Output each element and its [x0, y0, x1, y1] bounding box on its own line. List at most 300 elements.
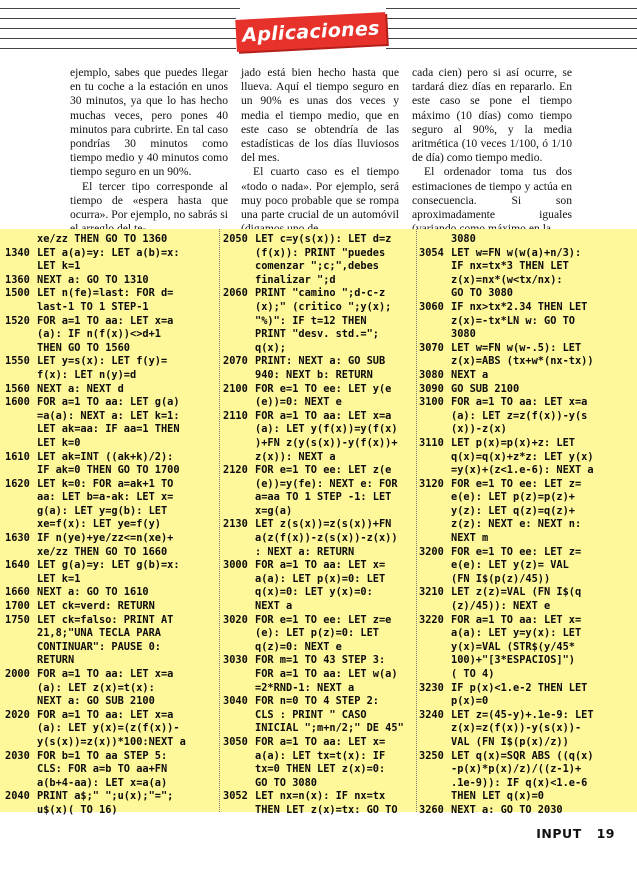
code-line	[223, 750, 437, 764]
code-text: 21,8;"UNA TECLA PARA	[37, 627, 161, 640]
code-text: (a): LET y(f(x))=y(f(x)	[255, 423, 398, 436]
line-number: 3050	[223, 735, 248, 748]
code-line	[223, 709, 437, 723]
line-number: 1360	[5, 273, 30, 286]
line-number	[223, 369, 255, 383]
line-number	[419, 491, 451, 505]
line-number	[419, 695, 451, 709]
magazine-name: INPUT	[536, 826, 582, 841]
code-line	[419, 478, 633, 492]
line-number	[5, 641, 37, 655]
line-number	[223, 274, 255, 288]
line-number	[419, 559, 451, 573]
code-line	[5, 247, 219, 261]
header-rule	[0, 8, 240, 9]
code-text: q(x)=q(x)+z*z: LET y(x)	[451, 450, 594, 463]
code-line	[419, 342, 633, 356]
code-line	[419, 573, 633, 587]
code-line	[223, 301, 437, 315]
code-line	[419, 750, 633, 764]
code-line	[223, 396, 437, 410]
header-rule	[386, 18, 637, 19]
code-text: a(a): LET y=y(x): LET	[451, 627, 582, 640]
line-number: 2040	[5, 790, 30, 803]
code-line	[223, 410, 437, 424]
line-number	[419, 423, 451, 437]
code-line	[5, 532, 219, 546]
line-number: 3260	[419, 803, 444, 816]
line-number	[419, 274, 451, 288]
code-line	[223, 804, 437, 818]
code-text: y(s(x))=z(x))*100:NEXT a	[37, 735, 186, 748]
line-number	[223, 777, 255, 791]
line-number: 3210	[419, 586, 444, 599]
code-line	[419, 369, 633, 383]
line-number	[419, 518, 451, 532]
prose-column-3	[412, 66, 572, 226]
code-line	[419, 695, 633, 709]
code-text: PRINT: NEXT a: GO SUB	[255, 355, 386, 368]
code-line	[419, 614, 633, 628]
code-text: z(x)=-tx*LN w: GO TO	[451, 314, 575, 327]
code-line	[419, 247, 633, 261]
code-text: (e))=0: NEXT e	[255, 396, 342, 409]
code-text: xe=f(x): LET ye=f(y)	[37, 518, 161, 531]
code-line	[223, 600, 437, 614]
line-number	[223, 342, 255, 356]
code-text: LET y=s(x): LET f(y)=	[37, 355, 168, 368]
code-line	[5, 464, 219, 478]
prose-column-1	[70, 66, 228, 226]
code-line	[5, 586, 219, 600]
code-text: =2*RND-1: NEXT a	[255, 681, 355, 694]
code-line	[5, 369, 219, 383]
code-text: LET a(a)=y: LET a(b)=x:	[37, 246, 180, 259]
code-line	[223, 695, 437, 709]
code-text: (z)/45)): NEXT e	[451, 600, 551, 613]
line-number	[223, 532, 255, 546]
code-line	[223, 274, 437, 288]
code-line	[223, 491, 437, 505]
code-text: (e))=y(fe): NEXT e: FOR	[255, 477, 398, 490]
line-number: 1640	[5, 559, 30, 572]
code-line	[223, 233, 437, 247]
header-rule	[0, 48, 236, 49]
paragraph: cada cien) pero si así ocurre, se tardará diez días en repararlo. En este caso se pone el tiempo máximo (10 días) como tiempo seguro al 90%, y la media aritmética (10 veces 1/100, ó 1/10 de día) como tiempo medio.	[412, 66, 572, 165]
code-line	[419, 559, 633, 573]
line-number: 1750	[5, 613, 30, 626]
code-line	[223, 505, 437, 519]
code-text: (FN I$(p(z)/45))	[451, 572, 551, 585]
code-line	[5, 695, 219, 709]
code-line	[223, 546, 437, 560]
line-number	[223, 600, 255, 614]
code-line	[223, 464, 437, 478]
code-text: z(z): NEXT e: NEXT n:	[451, 518, 582, 531]
code-line	[5, 437, 219, 451]
line-number	[223, 804, 255, 818]
code-line	[419, 274, 633, 288]
code-line	[5, 559, 219, 573]
code-text: CLS : PRINT " CASO	[255, 708, 367, 721]
code-line	[223, 777, 437, 791]
code-text: a(b+4-aa): LET x=a(a)	[37, 776, 168, 789]
code-line	[5, 491, 219, 505]
code-line	[223, 247, 437, 261]
code-text: e(e): LET y(z)= VAL	[451, 559, 569, 572]
code-line	[5, 342, 219, 356]
code-text: LET ck=verd: RETURN	[37, 600, 155, 613]
line-number	[5, 763, 37, 777]
code-text: LET k=0	[37, 436, 81, 449]
code-line	[5, 355, 219, 369]
code-line	[419, 233, 633, 247]
code-line	[5, 505, 219, 519]
code-text: IF nx>tx*2.34 THEN LET	[451, 300, 588, 313]
line-number: 1660	[5, 586, 30, 599]
line-number	[419, 763, 451, 777]
code-line	[223, 641, 437, 655]
line-number: 3120	[419, 477, 444, 490]
code-line	[419, 383, 633, 397]
line-number	[223, 709, 255, 723]
code-text: VAL (FN I$(p(x)/z))	[451, 735, 569, 748]
code-text: LET z=(45-y)+.1e-9: LET	[451, 708, 594, 721]
line-number	[5, 328, 37, 342]
code-text: RETURN	[37, 654, 75, 667]
code-line	[419, 641, 633, 655]
line-number	[223, 750, 255, 764]
code-line	[223, 668, 437, 682]
code-line	[223, 355, 437, 369]
code-text: (a): LET z=z(f(x))-y(s	[451, 409, 588, 422]
line-number	[5, 342, 37, 356]
code-text: GO TO 3080	[255, 776, 317, 789]
code-line	[5, 709, 219, 723]
code-text: z(x)=z(f(x))-y(s(x))-	[451, 722, 582, 735]
code-text: PRINT "desv. std.=";	[255, 328, 379, 341]
code-text: FOR m=1 TO 43 STEP 3:	[255, 654, 386, 667]
code-line	[223, 559, 437, 573]
header-rule	[0, 18, 236, 19]
code-text: FOR a=1 TO aa: LET x=a	[37, 708, 174, 721]
code-line	[5, 750, 219, 764]
code-line	[419, 627, 633, 641]
line-number: 3230	[419, 681, 444, 694]
code-text: LET ak=INT ((ak+k)/2):	[37, 450, 174, 463]
code-text: NEXT a	[255, 600, 293, 613]
line-number	[223, 247, 255, 261]
line-number	[5, 505, 37, 519]
code-text: PRINT a$;" ";u(x);"=";	[37, 790, 174, 803]
code-text: FOR a=1 TO aa: LET x=a	[37, 668, 174, 680]
code-line	[223, 614, 437, 628]
code-line	[223, 736, 437, 750]
code-text: (a): LET y(x)=(z(f(x))-	[37, 722, 180, 735]
line-number: 3220	[419, 613, 444, 626]
code-text: FOR a=1 TO aa: LET x=a	[255, 409, 392, 422]
line-number	[419, 410, 451, 424]
line-number: 1610	[5, 450, 30, 463]
code-text: LET k=0: FOR a=ak+1 TO	[37, 477, 174, 490]
code-text: a=aa TO 1 STEP -1: LET	[255, 491, 392, 504]
code-line	[419, 777, 633, 791]
code-text: FOR a=1 TO aa: LET x=	[255, 735, 386, 748]
line-number	[419, 790, 451, 804]
line-number	[223, 451, 255, 465]
line-number	[5, 804, 37, 818]
line-number: 3070	[419, 341, 444, 354]
code-text: FOR n=0 TO 4 STEP 2:	[255, 695, 379, 708]
line-number	[419, 315, 451, 329]
line-number: 3100	[419, 396, 444, 409]
code-text: 3080	[451, 328, 476, 341]
code-text: aa: LET b=a-ak: LET x=	[37, 491, 174, 504]
code-text: y(x)=VAL (STR$(y/45*	[451, 640, 575, 653]
line-number: 3240	[419, 708, 444, 721]
code-line	[5, 546, 219, 560]
code-line	[5, 641, 219, 655]
line-number: 1500	[5, 287, 30, 300]
line-number	[419, 260, 451, 274]
line-number	[5, 301, 37, 315]
code-line	[419, 518, 633, 532]
line-number	[419, 641, 451, 655]
line-number	[5, 260, 37, 274]
line-number	[223, 505, 255, 519]
code-line	[5, 328, 219, 342]
line-number: 3250	[419, 749, 444, 762]
code-text: THEN LET q(x)=0	[451, 790, 544, 803]
code-text: NEXT a: NEXT d	[37, 382, 124, 395]
code-line	[223, 478, 437, 492]
code-text: q(z)=0: NEXT e	[255, 640, 342, 653]
line-number	[5, 654, 37, 668]
code-line	[5, 627, 219, 641]
code-text: IF p(x)<1.e-2 THEN LET	[451, 681, 588, 694]
line-number	[419, 600, 451, 614]
code-text: FOR a=1 TO aa: LET x=	[451, 613, 582, 626]
line-number	[223, 491, 255, 505]
code-line	[5, 682, 219, 696]
line-number: 2060	[223, 287, 248, 300]
code-line	[5, 383, 219, 397]
code-text: IF nx=tx*3 THEN LET	[451, 260, 569, 273]
line-number: 3020	[223, 613, 248, 626]
code-line	[419, 532, 633, 546]
header-rule	[386, 38, 637, 39]
code-line	[5, 668, 219, 682]
code-text: q(x);	[255, 341, 286, 354]
code-text: u$(x)( TO 16)	[37, 803, 118, 816]
line-number: 2120	[223, 464, 248, 477]
code-text: FOR e=1 TO ee: LET z=	[451, 545, 582, 558]
code-line	[419, 315, 633, 329]
code-line	[5, 614, 219, 628]
code-line	[5, 573, 219, 587]
line-number: 3000	[223, 559, 248, 572]
line-number: 3060	[419, 300, 444, 313]
page-number: 19	[596, 826, 615, 841]
line-number	[5, 369, 37, 383]
code-text: )+FN z(y(s(x))-y(f(x))+	[255, 436, 398, 449]
code-text: THEN LET z(x)=tx: GO TO	[255, 803, 398, 816]
code-line	[419, 505, 633, 519]
line-number	[5, 518, 37, 532]
code-line	[5, 478, 219, 492]
code-line	[419, 260, 633, 274]
code-text: FOR a=1 TO aa: LET g(a)	[37, 396, 180, 409]
code-text: last-1 TO 1 STEP-1	[37, 300, 149, 313]
line-number	[5, 423, 37, 437]
code-text: 100)+"[3*ESPACIOS]")	[451, 654, 575, 667]
code-text: p(x)=0	[451, 695, 489, 708]
code-line	[223, 586, 437, 600]
code-text: xe/zz THEN GO TO 1360	[37, 233, 168, 245]
code-line	[419, 600, 633, 614]
line-number	[419, 355, 451, 369]
line-number	[223, 722, 255, 736]
line-number	[419, 287, 451, 301]
line-number	[223, 301, 255, 315]
code-line	[5, 777, 219, 791]
code-text: z(x)=nx*(w<tx/nx):	[451, 273, 563, 286]
code-line	[419, 586, 633, 600]
line-number: 2020	[5, 708, 30, 721]
code-line	[5, 233, 219, 247]
code-text: f(x): LET n(y)=d	[37, 368, 137, 381]
code-line	[5, 274, 219, 288]
code-line	[419, 423, 633, 437]
line-number	[223, 641, 255, 655]
line-number: 3200	[419, 545, 444, 558]
line-number	[5, 491, 37, 505]
line-number: 2050	[223, 233, 248, 245]
code-text: GO SUB 2100	[451, 382, 520, 395]
code-line	[5, 260, 219, 274]
code-line	[223, 763, 437, 777]
code-text: LET w=FN w(w-.5): LET	[451, 341, 582, 354]
code-line	[419, 763, 633, 777]
line-number	[419, 464, 451, 478]
line-number	[419, 233, 451, 247]
code-text: THEN GO TO 1560	[37, 341, 130, 354]
code-text: FOR e=1 TO ee: LET y(e	[255, 382, 392, 395]
code-text: a(a): LET p(x)=0: LET	[255, 572, 386, 585]
line-number: 3054	[419, 246, 444, 259]
line-number	[223, 573, 255, 587]
code-text: (a): LET z(x)=t(x):	[37, 681, 155, 694]
code-text: FOR b=1 TO aa STEP 5:	[37, 749, 168, 762]
line-number	[223, 478, 255, 492]
line-number: 3080	[419, 368, 444, 381]
code-line	[223, 532, 437, 546]
code-text: NEXT a: GO TO 1310	[37, 273, 149, 286]
code-text: y(z): LET q(z)=q(z)+	[451, 504, 575, 517]
line-number	[223, 437, 255, 451]
code-text: FOR e=1 TO ee: LET z=	[451, 477, 582, 490]
paragraph: ejemplo, sabes que puedes llegar en tu coche a la estación en unos 30 minutos, ya que lo has hecho muchas veces, pero pones 40 minutos para cubrirte. En tal caso pondrías 30 minutos como tiempo medio y 40 minutos como tiempo seguro en un 90%.	[70, 66, 228, 179]
paragraph: jado está bien hecho hasta que llueva. Aquí el tiempo seguro en un 90% es unas dos veces y media el tiempo medio, que en este caso se obtendría de las estadísticas de los días lluviosos del mes.	[241, 66, 399, 165]
code-text: : NEXT a: RETURN	[255, 545, 355, 558]
code-line	[419, 654, 633, 668]
code-text: (e): LET p(z)=0: LET	[255, 627, 379, 640]
line-number: 3040	[223, 695, 248, 708]
prose-column-2	[241, 66, 399, 226]
code-text: .1e-9)): IF q(x)<1.e-6	[451, 776, 588, 789]
code-text: NEXT a: GO TO 1610	[37, 586, 149, 599]
code-text: GO TO 3080	[451, 287, 513, 300]
code-text: xe/zz THEN GO TO 1660	[37, 545, 168, 558]
line-number: 1630	[5, 532, 30, 545]
line-number	[419, 668, 451, 682]
code-line	[223, 423, 437, 437]
line-number	[5, 627, 37, 641]
code-line	[419, 287, 633, 301]
code-line	[5, 790, 219, 804]
line-number: 3052	[223, 790, 248, 803]
code-line	[419, 328, 633, 342]
code-text: =y(x)+(z<1.e-6): NEXT a	[451, 464, 594, 477]
code-text: "%)": IF t=12 THEN	[255, 314, 367, 327]
code-line	[5, 301, 219, 315]
code-line	[419, 301, 633, 315]
code-line	[5, 287, 219, 301]
line-number	[5, 682, 37, 696]
code-text: LET w=FN w(w(a)+n/3):	[451, 246, 582, 259]
code-line	[419, 491, 633, 505]
code-line	[419, 396, 633, 410]
line-number	[223, 668, 255, 682]
header-rule	[0, 38, 236, 39]
code-text: IF ak=0 THEN GO TO 1700	[37, 464, 180, 477]
code-text: finalizar ";d	[255, 273, 336, 286]
line-number	[5, 695, 37, 709]
line-number: 1700	[5, 600, 30, 613]
line-number	[223, 315, 255, 329]
code-text: =a(a): NEXT a: LET k=1:	[37, 409, 180, 422]
code-text: (x);" (critico ";y(x);	[255, 300, 392, 313]
line-number	[5, 410, 37, 424]
code-line	[223, 369, 437, 383]
code-line	[5, 518, 219, 532]
line-number	[419, 736, 451, 750]
code-text: FOR a=1 TO aa: LET x=a	[37, 314, 174, 327]
code-text: FOR e=1 TO ee: LET z=e	[255, 613, 392, 626]
line-number	[223, 546, 255, 560]
code-text: LET k=1	[37, 572, 81, 585]
code-text: FOR e=1 TO ee: LET z(e	[255, 464, 392, 477]
line-number	[5, 722, 37, 736]
code-line	[223, 383, 437, 397]
code-line	[5, 736, 219, 750]
code-text: IF n(ye)+ye/zz<=n(xe)+	[37, 532, 174, 545]
code-text: INICIAL ";m+n/2;" DE 45"	[255, 722, 404, 735]
code-text: g(a): LET y=g(b): LET	[37, 504, 168, 517]
code-text: comenzar ";c;",debes	[255, 260, 379, 273]
code-text: q(x)=0: LET y(x)=0:	[255, 586, 373, 599]
line-number	[223, 627, 255, 641]
code-text: (a): IF n(f(x))<>d+1	[37, 328, 161, 341]
line-number	[223, 423, 255, 437]
line-number	[223, 396, 255, 410]
line-number	[5, 573, 37, 587]
code-line	[223, 451, 437, 465]
line-number: 1560	[5, 382, 30, 395]
code-text: PRINT "camino ";d-c-z	[255, 287, 386, 300]
code-text: z(x)=ABS (tx+w*(nx-tx))	[451, 355, 594, 368]
code-line	[5, 600, 219, 614]
